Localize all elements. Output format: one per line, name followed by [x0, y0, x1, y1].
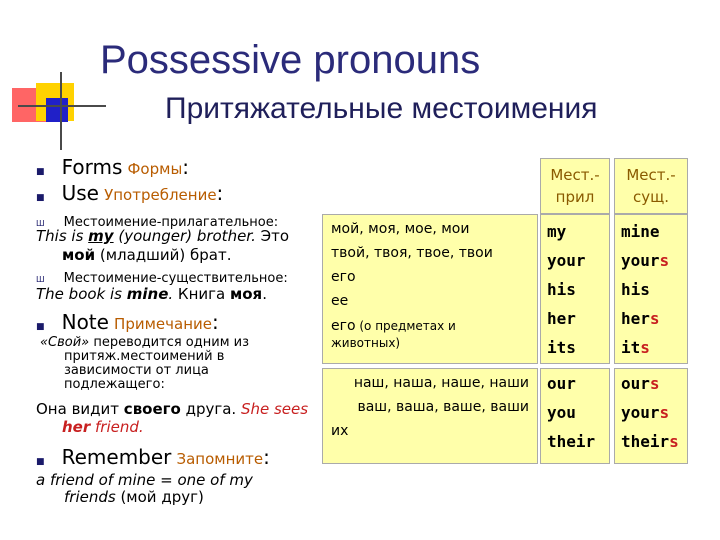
- noun-his: [621, 275, 681, 304]
- noun-base: mine: [621, 222, 660, 241]
- pronoun-table: [322, 158, 688, 464]
- noun-mine: [621, 217, 681, 246]
- colon: :: [216, 181, 224, 205]
- sub-bullet-icon: Ш: [36, 275, 45, 284]
- logo-blue-square: [46, 98, 68, 122]
- colon: :: [263, 445, 270, 469]
- header-noun-line-1: Мест.-: [626, 166, 676, 184]
- example-2: [36, 285, 267, 303]
- adj-their: their: [547, 432, 596, 451]
- ex1-ru: Это: [255, 227, 290, 245]
- ex3-her: her: [62, 418, 91, 436]
- square-bullet-icon: ■: [36, 193, 45, 203]
- noun-base: her: [621, 309, 650, 328]
- ru-plural-cell: [322, 368, 538, 464]
- ex1-ru-moy: мой: [62, 246, 96, 264]
- noun-yours-plural: [621, 398, 681, 427]
- ex1-ru-2: (младший) брат.: [95, 246, 232, 264]
- noun-label-row: [36, 267, 288, 286]
- ex2-text-2: .: [168, 285, 174, 303]
- ex2-ru-2: .: [262, 285, 267, 303]
- svoy-line-1: переводится одним из: [89, 335, 249, 350]
- ex2-ru-moya: моя: [229, 285, 263, 303]
- ex1-my: my: [88, 227, 114, 245]
- noun-suffix: s: [649, 374, 660, 393]
- remember-row: [36, 445, 270, 469]
- forms-en: Forms: [61, 155, 123, 179]
- note-en: Note: [61, 310, 109, 334]
- example-3: [36, 400, 308, 418]
- ex3-ru: Она видит: [36, 400, 124, 418]
- ex1-text: This is: [36, 227, 89, 245]
- ex2-text: The book is: [36, 285, 127, 303]
- forms-ru: Формы: [127, 160, 183, 178]
- noun-its: [621, 333, 681, 362]
- adj-her: her: [547, 309, 576, 328]
- colon: :: [211, 310, 219, 334]
- page-title: Possessive pronouns: [100, 38, 481, 82]
- use-ru: Употребление: [104, 186, 217, 204]
- ru-sing-4: ее: [331, 293, 349, 309]
- ex3-svoego: своего: [123, 400, 181, 418]
- noun-suffix: s: [659, 403, 670, 422]
- remember-en: Remember: [61, 445, 172, 469]
- square-bullet-icon: ■: [36, 457, 45, 467]
- ru-its: его: [331, 318, 356, 334]
- ex2-mine: mine: [126, 285, 169, 303]
- remember-ru: Запомните: [176, 450, 264, 468]
- friend-ru: (мой друг): [115, 488, 204, 506]
- ru-plural-2: ваш, ваша, ваше, ваши: [357, 399, 529, 415]
- example-1-cont: [62, 246, 231, 264]
- svoy-line-2: притяж.местоимений в: [64, 349, 225, 364]
- adj-his: his: [547, 280, 576, 299]
- ru-singular-cell: [322, 214, 538, 364]
- noun-label: Местоимение-существительное:: [63, 271, 288, 286]
- adj-you: you: [547, 403, 576, 422]
- adj-its: its: [547, 338, 576, 357]
- ex3-en: She sees: [240, 400, 309, 418]
- note-ru: Примечание: [114, 315, 212, 333]
- noun-base: your: [621, 403, 660, 422]
- sub-bullet-icon: Ш: [36, 219, 45, 228]
- ex2-ru: Книга: [173, 285, 230, 303]
- adj-my: my: [547, 222, 567, 241]
- logo-horizontal-line: [18, 105, 106, 107]
- friend-note: [36, 472, 253, 506]
- square-bullet-icon: ■: [36, 167, 45, 177]
- colon: :: [182, 155, 190, 179]
- header-noun-line-2: сущ.: [632, 188, 670, 206]
- noun-theirs: [621, 427, 681, 456]
- ru-sing-3: его: [331, 269, 356, 285]
- header-noun: [614, 158, 688, 214]
- header-adj-line-1: Мест.-: [550, 166, 600, 184]
- header-adj-line-2: прил: [555, 188, 595, 206]
- adj-label: Местоимение-прилагательное:: [63, 215, 279, 230]
- note-row: [36, 310, 219, 334]
- noun-base: their: [621, 432, 670, 451]
- logo-vertical-line: [60, 72, 62, 150]
- page-subtitle: Притяжательные местоимения: [165, 92, 598, 125]
- adj-our: our: [547, 374, 576, 393]
- header-adj: [540, 158, 610, 214]
- noun-ours: [621, 369, 681, 398]
- noun-base: our: [621, 374, 650, 393]
- svoy-line-3: зависимости от лица: [64, 363, 209, 378]
- use-en: Use: [61, 181, 99, 205]
- noun-suffix: s: [640, 338, 650, 357]
- ru-its-note-2: животных): [331, 336, 401, 350]
- noun-suffix: s: [649, 309, 660, 328]
- square-bullet-icon: ■: [36, 322, 45, 332]
- example-1: [36, 227, 289, 245]
- ru-plural-3: их: [331, 423, 349, 439]
- noun-base: your: [621, 251, 660, 270]
- svoy-line-4: подлежащего:: [64, 377, 165, 392]
- noun-base: his: [621, 280, 650, 299]
- ex1-text-2: (younger) brother.: [113, 227, 256, 245]
- noun-suffix: s: [669, 432, 679, 451]
- use-row: [36, 181, 223, 205]
- noun-yours: [621, 246, 681, 275]
- friend-line-2: friends: [64, 488, 116, 506]
- adj-singular-cell: [540, 214, 610, 364]
- noun-base: it: [621, 338, 641, 357]
- adj-plural-cell: [540, 368, 610, 464]
- ru-its-note: (о предметах и: [355, 319, 456, 333]
- noun-suffix: s: [659, 251, 670, 270]
- ex3-en-2: friend.: [90, 418, 144, 436]
- noun-plural-cell: [614, 368, 688, 464]
- friend-line-1: a friend of mine = one of my: [36, 471, 253, 489]
- svoy-note: [40, 336, 249, 392]
- noun-hers: [621, 304, 681, 333]
- forms-row: [36, 155, 189, 179]
- ru-sing-2: твой, твоя, твое, твои: [331, 245, 493, 261]
- noun-singular-cell: [614, 214, 688, 364]
- svoy-word: «Свой»: [40, 335, 90, 350]
- example-3-cont: [62, 418, 144, 436]
- ru-sing-1: мой, моя, мое, мои: [331, 221, 470, 237]
- ex3-ru-2: друга.: [180, 400, 241, 418]
- ru-plural-1: наш, наша, наше, наши: [353, 375, 529, 391]
- adj-your: your: [547, 251, 586, 270]
